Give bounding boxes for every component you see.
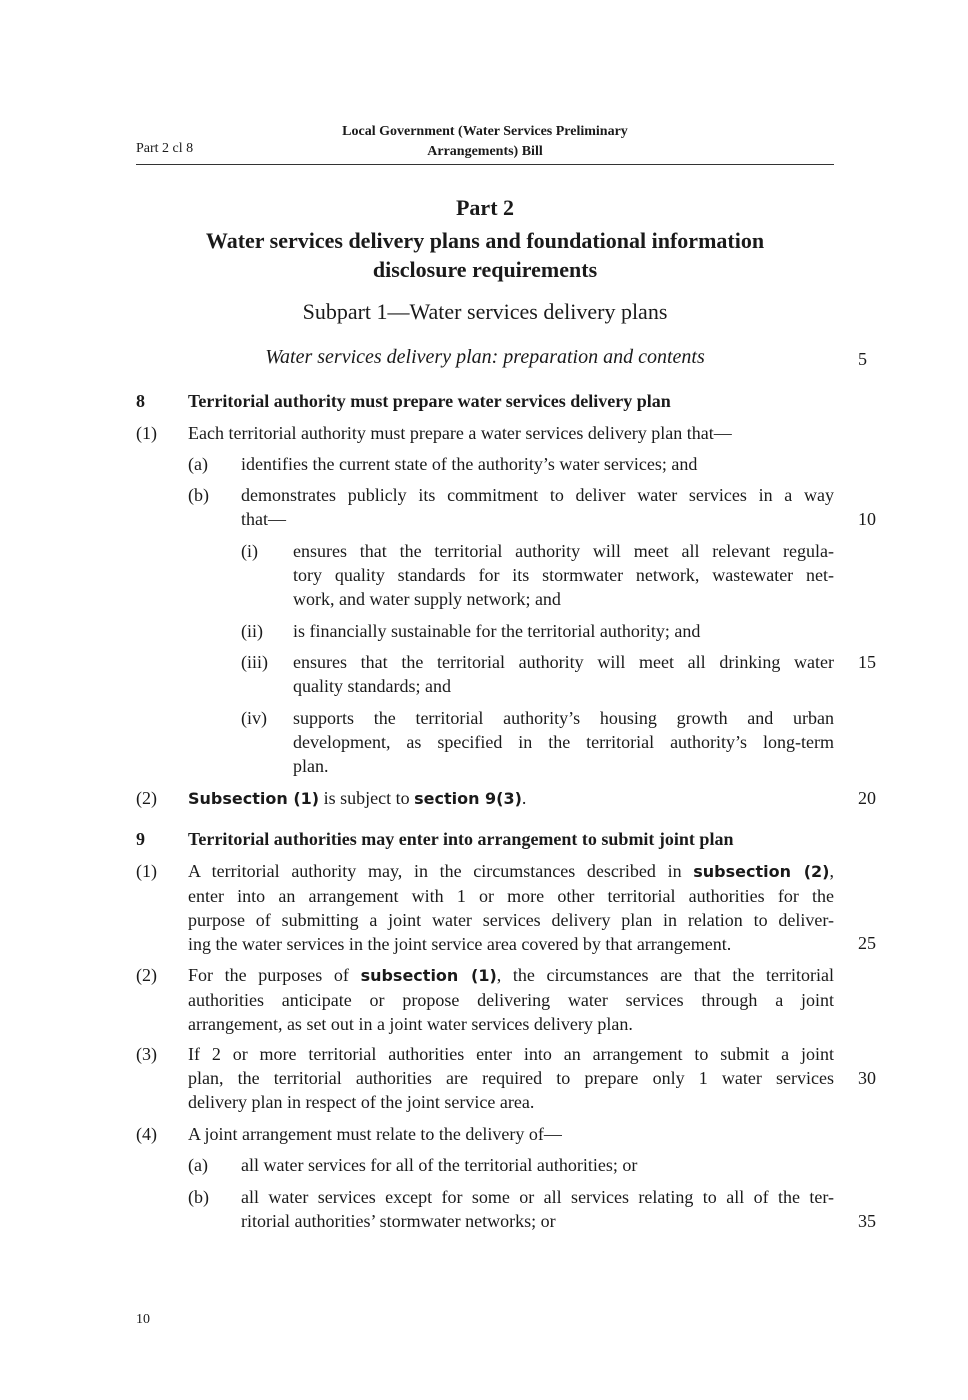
subparagraph-label: (iv)	[241, 708, 267, 728]
paragraph-label: (b)	[188, 485, 209, 505]
text-line: ensures that the territorial authority will meet all drinking water	[293, 652, 834, 672]
subsection-label: (3)	[136, 1044, 157, 1064]
subsection-label: (4)	[136, 1124, 157, 1144]
cross-reference: subsection (1)	[360, 966, 497, 985]
text-line: supports the territorial authority’s housing growth and urban	[293, 708, 834, 728]
text-run: ,	[829, 861, 834, 881]
subsection-text	[188, 963, 834, 1036]
text-line: ensures that the territorial authority will meet all relevant regula-	[293, 541, 834, 561]
subsection-label: (1)	[136, 423, 157, 443]
subparagraph-label: (ii)	[241, 621, 263, 641]
text-line: demonstrates publicly its commitment to deliver water services in a way	[241, 485, 834, 505]
paragraph-label: (b)	[188, 1187, 209, 1207]
section-title: Territorial authority must prepare water services delivery plan	[188, 391, 671, 411]
text-run: .	[521, 788, 527, 808]
text-line: authorities anticipate or propose delivering water services through a joint	[188, 990, 834, 1010]
text-run: , the circumstances are that the territorial	[496, 965, 834, 985]
text-line: development, as specified in the territorial authority’s long-term	[293, 732, 834, 752]
text-line: plan, the territorial authorities are required to prepare only 1 water services	[188, 1068, 834, 1088]
paragraph-label: (a)	[188, 454, 208, 474]
subsection-text	[188, 786, 526, 811]
subparagraph-label: (iii)	[241, 652, 268, 672]
paragraph-text	[241, 1185, 834, 1233]
text-line	[188, 859, 834, 884]
line-number: 25	[858, 933, 876, 953]
bill-title-line: Arrangements) Bill	[427, 144, 543, 159]
cross-reference: section 9(3)	[414, 789, 522, 808]
text-line: If 2 or more territorial authorities enter into an arrangement to submit a joint	[188, 1044, 834, 1064]
subsection-label: (2)	[136, 788, 157, 808]
subsection-text	[188, 859, 834, 956]
bill-title-line: Local Government (Water Services Preliminary	[342, 124, 628, 139]
paragraph-text	[241, 483, 834, 531]
subparagraph-text	[293, 650, 834, 698]
text-line: that—	[241, 509, 286, 529]
line-number: 30	[858, 1068, 876, 1088]
line-number: 35	[858, 1211, 876, 1231]
text-line: purpose of submitting a joint water services delivery plan in relation to deliver-	[188, 910, 834, 930]
subsection-text: Each territorial authority must prepare a water services delivery plan that—	[188, 423, 732, 443]
section-title: Territorial authorities may enter into arrangement to submit joint plan	[188, 829, 734, 849]
text-line: arrangement, as set out in a joint water services delivery plan.	[188, 1014, 633, 1034]
subsection-label: (1)	[136, 861, 157, 881]
running-header-bill-title	[300, 122, 670, 162]
text-line: quality standards; and	[293, 676, 451, 696]
running-header-part-ref: Part 2 cl 8	[136, 141, 194, 156]
subparagraph-text	[293, 539, 834, 611]
subsection-text	[188, 1042, 834, 1114]
part-title	[136, 226, 834, 284]
part-label: Part 2	[455, 195, 515, 220]
text-line: ing the water services in the joint service area covered by that arrangement.	[188, 934, 732, 954]
text-run: For the purposes of	[188, 965, 361, 985]
paragraph-text: identifies the current state of the authority’s water services; and	[241, 454, 698, 474]
line-number: 5	[858, 349, 867, 369]
cross-reference: subsection (2)	[693, 862, 830, 881]
italic-cross-heading: Water services delivery plan: preparation and contents	[265, 346, 705, 368]
text-run: A territorial authority may, in the circumstances described in	[188, 861, 694, 881]
text-line: tory quality standards for its stormwater network, wastewater net-	[293, 565, 834, 585]
line-number: 20	[858, 788, 876, 808]
text-line: enter into an arrangement with 1 or more other territorial authorities for the	[188, 886, 834, 906]
subsection-label: (2)	[136, 965, 157, 985]
text-line: plan.	[293, 756, 329, 776]
line-number: 10	[858, 509, 876, 529]
text-line: delivery plan in respect of the joint service area.	[188, 1092, 535, 1112]
text-line	[188, 963, 834, 988]
part-title-line: disclosure requirements	[372, 257, 598, 282]
text-line: all water services except for some or all services relating to all of the ter-	[241, 1187, 834, 1207]
subparagraph-label: (i)	[241, 541, 258, 561]
text-run: is subject to	[319, 788, 415, 808]
subpart-heading: Subpart 1—Water services delivery plans	[302, 299, 668, 324]
header-rule	[136, 164, 834, 165]
text-line: ritorial authorities’ stormwater networks; or	[241, 1211, 556, 1231]
page-number: 10	[136, 1312, 150, 1327]
subparagraph-text	[293, 706, 834, 778]
part-title-line: Water services delivery plans and foundational information	[205, 228, 765, 253]
section-number: 8	[136, 391, 145, 411]
line-number: 15	[858, 652, 876, 672]
text-line: work, and water supply network; and	[293, 589, 561, 609]
cross-reference: Subsection (1)	[188, 789, 320, 808]
paragraph-text: all water services for all of the territorial authorities; or	[241, 1155, 638, 1175]
subparagraph-text: is financially sustainable for the territorial authority; and	[293, 621, 701, 641]
subsection-text: A joint arrangement must relate to the delivery of—	[188, 1124, 562, 1144]
section-number: 9	[136, 829, 145, 849]
paragraph-label: (a)	[188, 1155, 208, 1175]
